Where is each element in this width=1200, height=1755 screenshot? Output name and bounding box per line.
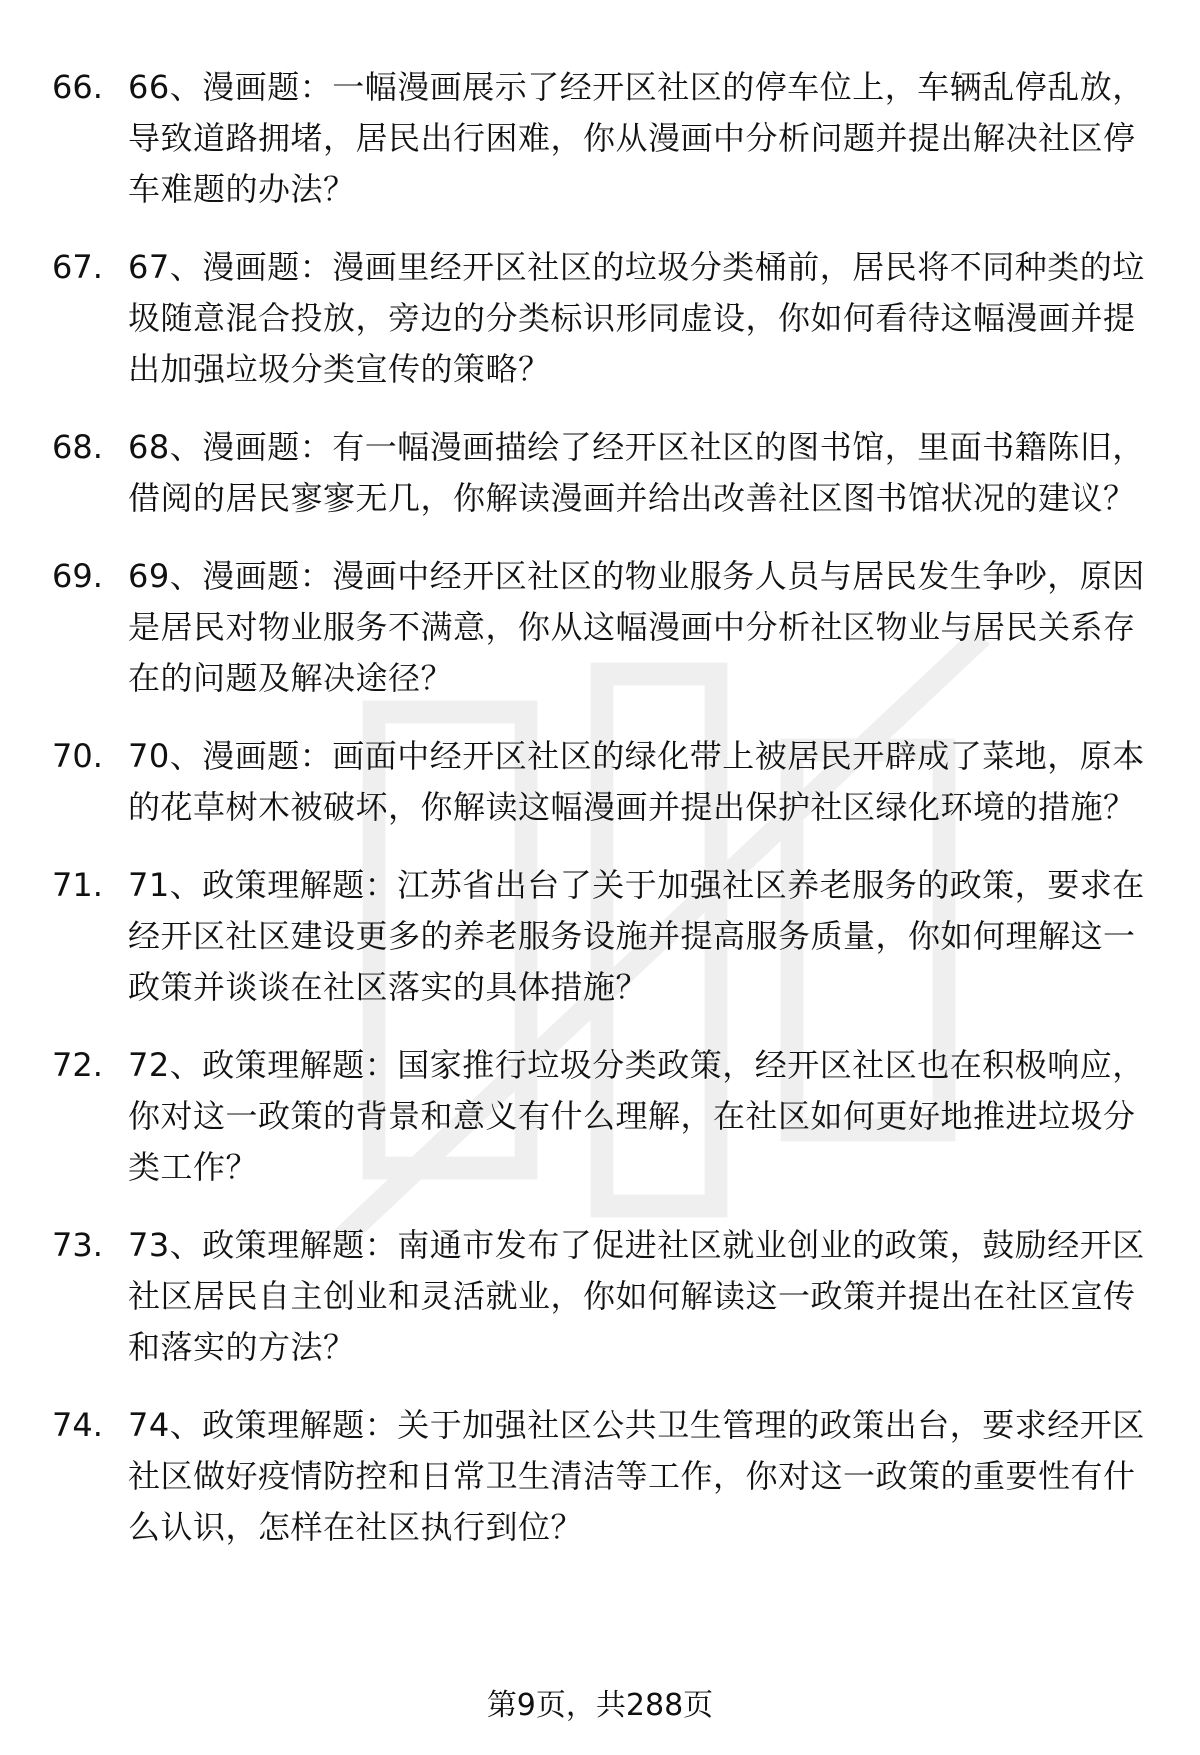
list-item xyxy=(52,551,1152,704)
question-text: 69、漫画题：漫画中经开区社区的物业服务人员与居民发生争吵，原因是居民对物业服务不满意，你从这幅漫画中分析社区物业与居民关系存在的问题及解决途径？ xyxy=(128,557,1145,697)
page-footer: 第9页，共288页 xyxy=(486,1688,714,1723)
question-number: 71. xyxy=(52,866,103,904)
question-text: 74、政策理解题：关于加强社区公共卫生管理的政策出台，要求经开区社区做好疫情防控和日常卫生清洁等工作，你对这一政策的重要性有什么认识，怎样在社区执行到位？ xyxy=(128,1406,1145,1546)
question-number: 74. xyxy=(52,1406,103,1444)
list-item xyxy=(52,731,1152,833)
question-list xyxy=(52,62,1152,1580)
list-item xyxy=(52,1040,1152,1193)
question-number: 68. xyxy=(52,428,103,466)
question-text: 72、政策理解题：国家推行垃圾分类政策，经开区社区也在积极响应，你对这一政策的背景和意义有什么理解，在社区如何更好地推进垃圾分类工作？ xyxy=(128,1046,1145,1186)
list-item xyxy=(52,62,1152,215)
list-item xyxy=(52,860,1152,1013)
list-item xyxy=(52,1400,1152,1553)
question-text: 70、漫画题：画面中经开区社区的绿化带上被居民开辟成了菜地，原本的花草树木被破坏，你解读这幅漫画并提出保护社区绿化环境的措施？ xyxy=(128,737,1145,826)
question-number: 70. xyxy=(52,737,103,775)
list-item xyxy=(52,422,1152,524)
question-text: 73、政策理解题：南通市发布了促进社区就业创业的政策，鼓励经开区社区居民自主创业和灵活就业，你如何解读这一政策并提出在社区宣传和落实的方法？ xyxy=(128,1226,1145,1366)
question-number: 69. xyxy=(52,557,103,595)
question-text: 67、漫画题：漫画里经开区社区的垃圾分类桶前，居民将不同种类的垃圾随意混合投放，旁边的分类标识形同虚设，你如何看待这幅漫画并提出加强垃圾分类宣传的策略？ xyxy=(128,248,1145,388)
question-number: 67. xyxy=(52,248,103,286)
list-item xyxy=(52,1220,1152,1373)
question-text: 66、漫画题：一幅漫画展示了经开区社区的停车位上，车辆乱停乱放，导致道路拥堵，居民出行困难，你从漫画中分析问题并提出解决社区停车难题的办法？ xyxy=(128,68,1145,208)
question-number: 66. xyxy=(52,68,103,106)
question-text: 71、政策理解题：江苏省出台了关于加强社区养老服务的政策，要求在经开区社区建设更多的养老服务设施并提高服务质量，你如何理解这一政策并谈谈在社区落实的具体措施？ xyxy=(128,866,1145,1006)
question-number: 72. xyxy=(52,1046,103,1084)
question-text: 68、漫画题：有一幅漫画描绘了经开区社区的图书馆，里面书籍陈旧，借阅的居民寥寥无几，你解读漫画并给出改善社区图书馆状况的建议？ xyxy=(128,428,1145,517)
question-number: 73. xyxy=(52,1226,103,1264)
list-item xyxy=(52,242,1152,395)
